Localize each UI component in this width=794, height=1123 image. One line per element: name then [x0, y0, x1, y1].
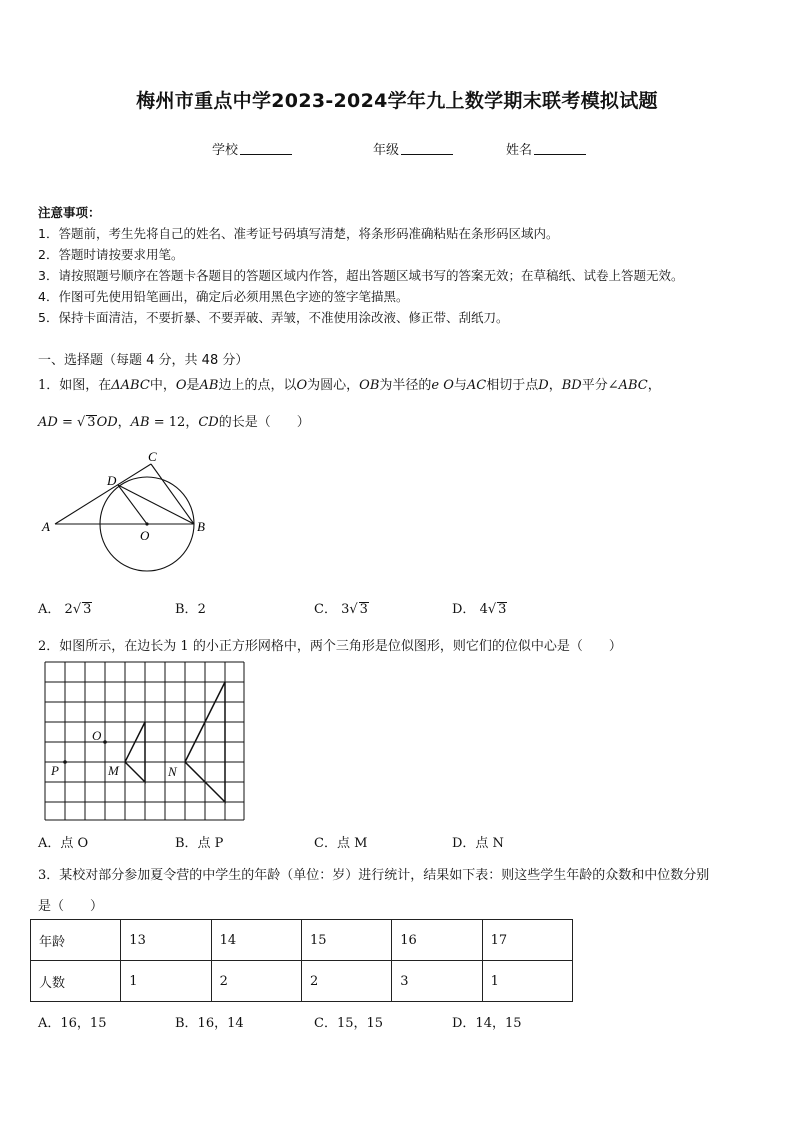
table-cell: 17 [482, 920, 572, 961]
label-b: B [197, 519, 205, 534]
school-field[interactable] [212, 139, 292, 158]
table-row [31, 961, 573, 1002]
table-cell: 15 [301, 920, 391, 961]
point-o [145, 522, 148, 525]
grade-label: 年级 [373, 143, 400, 158]
label-d: D [107, 473, 117, 488]
option-c[interactable]: C．点 M [314, 836, 368, 851]
label-c: C [148, 449, 157, 464]
name-blank[interactable] [534, 142, 586, 155]
age-table [30, 919, 573, 1002]
option-d[interactable]: D． 4√ 3 [452, 602, 507, 617]
label-m: M [108, 763, 119, 778]
table-cell: 14 [211, 920, 301, 961]
option-b[interactable]: B．16，14 [175, 1016, 244, 1031]
option-d[interactable]: D．14，15 [452, 1016, 522, 1031]
label-o: O [140, 528, 150, 543]
table-cell: 1 [482, 961, 572, 1002]
school-blank[interactable] [240, 142, 292, 155]
question-2-text: 2．如图所示，在边长为 1 的小正方形网格中，两个三角形是位似图形，则它们的位似中心是（ ） [38, 639, 622, 654]
option-a[interactable]: A．16，15 [38, 1016, 107, 1031]
notice-item: 4．作图可先使用铅笔画出，确定后必须用黑色字迹的签字笔描黑。 [38, 289, 409, 304]
page-title: 梅州市重点中学2023-2024学年九上数学期末联考模拟试题 [136, 90, 658, 112]
question-1-figure [30, 445, 220, 585]
name-field[interactable] [506, 139, 586, 158]
question-1-line-1: 1．如图，在ΔABC中，O是AB边上的点，以O为圆心，OB为半径的e O与AC相切于点D，BD平分∠ABC， [38, 378, 661, 393]
question-3-line-1: 3．某校对部分参加夏令营的中学生的年龄（单位：岁）进行统计，结果如下表：则这些学生年龄的众数和中位数分别 [38, 868, 710, 883]
grade-blank[interactable] [401, 142, 453, 155]
table-cell: 1 [121, 961, 211, 1002]
question-1-line-2: AD = √ 3OD，AB = 12，CD的长是（ ） [38, 415, 310, 430]
school-label: 学校 [212, 143, 239, 158]
label-o: O [92, 728, 102, 743]
table-cell: 3 [392, 961, 482, 1002]
option-c[interactable]: C． 3√ 3 [314, 602, 368, 617]
option-b[interactable]: B．2 [175, 602, 206, 617]
label-n: N [168, 764, 177, 779]
table-cell: 人数 [31, 961, 121, 1002]
question-2-figure [40, 658, 250, 824]
question-3-line-2: 是（ ） [38, 899, 104, 914]
grade-field[interactable] [373, 139, 453, 158]
option-d[interactable]: D．点 N [452, 836, 504, 851]
notice-item: 1．答题前，考生先将自己的姓名、准考证号码填写清楚，将条形码准确粘贴在条形码区域内。 [38, 226, 559, 241]
table-cell: 13 [121, 920, 211, 961]
point-p [63, 760, 67, 764]
name-label: 姓名 [506, 143, 533, 158]
notice-item: 3．请按照题号顺序在答题卡各题目的答题区域内作答，超出答题区域书写的答案无效；在草稿纸、试卷上答题无效。 [38, 268, 684, 283]
point-o [103, 740, 107, 744]
table-cell: 16 [392, 920, 482, 961]
notice-item: 5．保持卡面清洁，不要折暴、不要弄破、弄皱，不准使用涂改液、修正带、刮纸刀。 [38, 310, 509, 325]
segment-do [118, 485, 147, 524]
table-cell: 2 [211, 961, 301, 1002]
table-cell: 2 [301, 961, 391, 1002]
label-p: P [51, 763, 59, 778]
table-cell: 年龄 [31, 920, 121, 961]
segment-cb [151, 464, 194, 524]
segment-bd [118, 485, 194, 524]
small-triangle [125, 722, 145, 782]
table-row [31, 920, 573, 961]
option-b[interactable]: B．点 P [175, 836, 224, 851]
section-title: 一、选择题（每题 4 分，共 48 分） [38, 353, 249, 368]
notice-title: 注意事项： [38, 205, 101, 220]
option-c[interactable]: C．15，15 [314, 1016, 384, 1031]
label-a: A [42, 519, 50, 534]
option-a[interactable]: A．点 O [38, 836, 89, 851]
notice-item: 2．答题时请按要求用笔。 [38, 247, 184, 262]
option-a[interactable]: A． 2√ 3 [38, 602, 92, 617]
